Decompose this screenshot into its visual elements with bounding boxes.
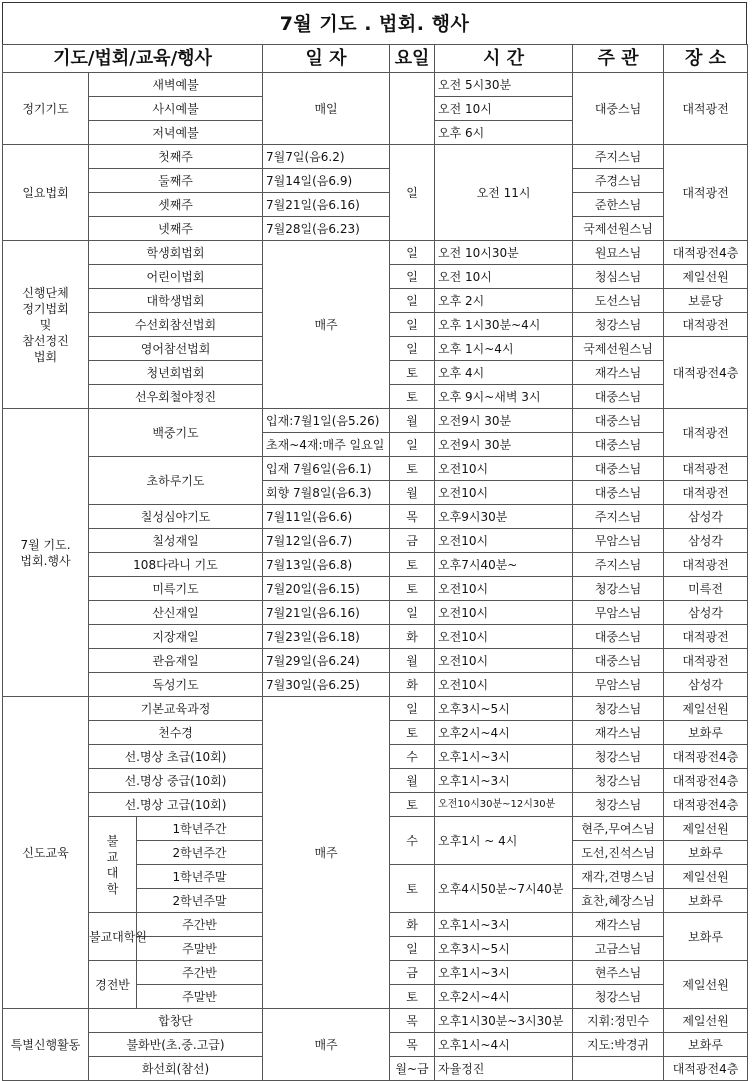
- table-row: [3, 1009, 748, 1033]
- time-cell: 오후 9시~새벽 3시: [435, 385, 573, 409]
- place-cell: 제일선원: [664, 265, 748, 289]
- category-cell: 특별신행활동: [3, 1009, 89, 1081]
- univ-label-char: 학: [106, 881, 119, 896]
- time-cell: 오전9시 30분: [435, 433, 573, 457]
- day-cell: 수: [390, 817, 435, 865]
- event-name: 선.명상 고급(10회): [89, 793, 263, 817]
- day-cell: 일: [390, 289, 435, 313]
- day-cell: 일: [390, 145, 435, 241]
- time-cell: 오후 1시~4시: [435, 337, 573, 361]
- day-cell: 목: [390, 505, 435, 529]
- sub-class: 주말반: [137, 937, 263, 961]
- day-cell: 일: [390, 601, 435, 625]
- place-cell: 보화루: [664, 721, 748, 745]
- category-cell: 정기기도: [3, 73, 89, 145]
- day-cell: 일: [390, 433, 435, 457]
- time-cell: 오전10시: [435, 673, 573, 697]
- day-cell: 일: [390, 937, 435, 961]
- event-name: 초하루기도: [89, 457, 263, 505]
- date-cell: 7월14일(음6.9): [263, 169, 390, 193]
- event-name: 선.명상 초급(10회): [89, 745, 263, 769]
- date-cell: 매일: [263, 73, 390, 145]
- table-row: [3, 553, 748, 577]
- host-cell: 재각스님: [573, 361, 664, 385]
- host-cell: 대중스님: [573, 481, 664, 505]
- place-cell: 대적광전: [664, 649, 748, 673]
- time-cell: 오전 11시: [435, 145, 573, 241]
- time-cell: 오전10시: [435, 577, 573, 601]
- date-cell: 7월7일(음6.2): [263, 145, 390, 169]
- host-cell: 대중스님: [573, 649, 664, 673]
- host-cell: 현주,무여스님: [573, 817, 664, 841]
- time-cell: 오후 1시30분~4시: [435, 313, 573, 337]
- place-cell: 삼성각: [664, 529, 748, 553]
- time-cell: 오전10시: [435, 601, 573, 625]
- time-cell: 오전 10시: [435, 97, 573, 121]
- date-cell: 7월11일(음6.6): [263, 505, 390, 529]
- host-cell: 주지스님: [573, 553, 664, 577]
- table-row: [3, 673, 748, 697]
- time-cell: 오후7시40분~: [435, 553, 573, 577]
- event-name: 산신재일: [89, 601, 263, 625]
- header-day: 요일: [390, 45, 435, 73]
- host-cell: 대중스님: [573, 625, 664, 649]
- place-cell: 제일선원: [664, 1009, 748, 1033]
- table-row: [3, 625, 748, 649]
- header-row: [3, 45, 748, 73]
- host-cell: 재각스님: [573, 913, 664, 937]
- time-cell: 오후1시~3시: [435, 769, 573, 793]
- category-line: 법회.행사: [20, 553, 71, 568]
- time-cell: 오후3시~5시: [435, 937, 573, 961]
- host-cell: 도선스님: [573, 289, 664, 313]
- place-cell: 대적광전4층: [664, 241, 748, 265]
- category-line: 참선정진: [22, 333, 69, 348]
- place-cell: 대적광전: [664, 625, 748, 649]
- day-cell: 목: [390, 1033, 435, 1057]
- time-cell: 오전 10시: [435, 265, 573, 289]
- date-cell: 7월29일(음6.24): [263, 649, 390, 673]
- host-cell: 청강스님: [573, 769, 664, 793]
- host-cell: 무암스님: [573, 673, 664, 697]
- day-cell: 토: [390, 865, 435, 913]
- time-cell: 오후3시~5시: [435, 697, 573, 721]
- place-cell: 대적광전4층: [664, 1057, 748, 1081]
- schedule-sheet: [2, 2, 747, 1081]
- time-cell: 오후1시~4시: [435, 1033, 573, 1057]
- date-cell: 매주: [263, 1009, 390, 1081]
- day-cell: 토: [390, 577, 435, 601]
- sub-class: 주간반: [137, 913, 263, 937]
- sutra-label: 경전반: [89, 961, 137, 1009]
- host-cell: 무암스님: [573, 529, 664, 553]
- event-name: 108다라니 기도: [89, 553, 263, 577]
- table-row: [3, 217, 748, 241]
- time-cell: 오후 2시: [435, 289, 573, 313]
- event-name: 새벽예불: [89, 73, 263, 97]
- host-cell: 현주스님: [573, 961, 664, 985]
- day-cell: 토: [390, 985, 435, 1009]
- time-cell: 오후 4시: [435, 361, 573, 385]
- place-cell: 삼성각: [664, 673, 748, 697]
- date-cell: 7월30일(음6.25): [263, 673, 390, 697]
- place-cell: 대적광전: [664, 73, 748, 145]
- place-cell: 제일선원: [664, 865, 748, 889]
- table-row: [3, 169, 748, 193]
- day-cell: 월: [390, 769, 435, 793]
- host-cell: 준한스님: [573, 193, 664, 217]
- day-cell: 화: [390, 913, 435, 937]
- place-cell: 보륜당: [664, 289, 748, 313]
- day-cell: 일: [390, 697, 435, 721]
- date-cell: 7월13일(음6.8): [263, 553, 390, 577]
- day-cell: 월~금: [390, 1057, 435, 1081]
- day-cell: 일: [390, 241, 435, 265]
- time-cell: 오전 5시30분: [435, 73, 573, 97]
- day-cell: 금: [390, 529, 435, 553]
- date-cell: 7월28일(음6.23): [263, 217, 390, 241]
- time-cell: 오전10시: [435, 481, 573, 505]
- header-time: 시 간: [435, 45, 573, 73]
- time-cell: 오후1시~3시: [435, 961, 573, 985]
- host-cell: 지도:박경귀: [573, 1033, 664, 1057]
- place-cell: 대적광전4층: [664, 745, 748, 769]
- event-name: 대학생법회: [89, 289, 263, 313]
- event-name: 영어참선법회: [89, 337, 263, 361]
- event-name: 선.명상 중급(10회): [89, 769, 263, 793]
- event-name: 넷째주: [89, 217, 263, 241]
- category-line: 신행단체: [22, 285, 69, 300]
- category-cell: 일요법회: [3, 145, 89, 241]
- table-row: [3, 529, 748, 553]
- time-cell: 오전10시: [435, 457, 573, 481]
- day-cell: 월: [390, 481, 435, 505]
- place-cell: 보화루: [664, 1033, 748, 1057]
- day-cell: 목: [390, 1009, 435, 1033]
- time-cell: 오전10시: [435, 649, 573, 673]
- host-cell: 대중스님: [573, 457, 664, 481]
- time-cell: 오후1시30분~3시30분: [435, 1009, 573, 1033]
- table-row: [3, 697, 748, 721]
- table-row: [3, 601, 748, 625]
- category-line: 7월 기도.: [20, 537, 71, 552]
- host-cell: 재각,견명스님: [573, 865, 664, 889]
- event-name: 사시예불: [89, 97, 263, 121]
- event-name: 칠성재일: [89, 529, 263, 553]
- host-cell: 지휘:정민수: [573, 1009, 664, 1033]
- time-cell: 오전10시: [435, 625, 573, 649]
- host-cell: [573, 1057, 664, 1081]
- day-cell: 월: [390, 649, 435, 673]
- time-cell: 오전10시30분~12시30분: [435, 793, 573, 817]
- event-name: 관음재일: [89, 649, 263, 673]
- place-cell: 삼성각: [664, 505, 748, 529]
- time-cell: 오전9시 30분: [435, 409, 573, 433]
- event-name: 독성기도: [89, 673, 263, 697]
- date-cell: 입재:7월1일(음5.26): [263, 409, 390, 433]
- sub-class: 1학년주말: [137, 865, 263, 889]
- host-cell: 대중스님: [573, 409, 664, 433]
- event-name: 미륵기도: [89, 577, 263, 601]
- time-cell: 오후9시30분: [435, 505, 573, 529]
- time-cell: 오후 6시: [435, 121, 573, 145]
- place-cell: 대적광전4층: [664, 793, 748, 817]
- day-cell: 토: [390, 793, 435, 817]
- category-cell: [3, 241, 89, 409]
- event-name: 기본교육과정: [89, 697, 263, 721]
- date-cell: 7월21일(음6.16): [263, 193, 390, 217]
- host-cell: 청강스님: [573, 985, 664, 1009]
- time-cell: 오후2시~4시: [435, 721, 573, 745]
- host-cell: 주지스님: [573, 145, 664, 169]
- univ-label-char: 교: [106, 849, 119, 864]
- time-cell: 자율정진: [435, 1057, 573, 1081]
- sub-class: 주간반: [137, 961, 263, 985]
- event-name: 어린이법회: [89, 265, 263, 289]
- time-cell: 오후1시~3시: [435, 745, 573, 769]
- day-cell: 금: [390, 961, 435, 985]
- table-row: [3, 193, 748, 217]
- day-cell: 일: [390, 265, 435, 289]
- place-cell: 대적광전: [664, 553, 748, 577]
- host-cell: 원묘스님: [573, 241, 664, 265]
- category-cell: [3, 409, 89, 697]
- host-cell: 국제선원스님: [573, 217, 664, 241]
- date-cell: 회향 7월8일(음6.3): [263, 481, 390, 505]
- place-cell: 보화루: [664, 841, 748, 865]
- place-cell: 대적광전: [664, 481, 748, 505]
- host-cell: 청강스님: [573, 745, 664, 769]
- day-cell: [390, 73, 435, 145]
- place-cell: 대적광전: [664, 409, 748, 457]
- table-row: [3, 241, 748, 265]
- table-row: [3, 505, 748, 529]
- table-row: [3, 577, 748, 601]
- event-name: 합창단: [89, 1009, 263, 1033]
- table-row: [3, 649, 748, 673]
- host-cell: 무암스님: [573, 601, 664, 625]
- host-cell: 청강스님: [573, 793, 664, 817]
- place-cell: 대적광전: [664, 145, 748, 241]
- day-cell: 일: [390, 337, 435, 361]
- date-cell: 매주: [263, 241, 390, 409]
- date-cell: 7월23일(음6.18): [263, 625, 390, 649]
- event-name: 학생회법회: [89, 241, 263, 265]
- place-cell: 보화루: [664, 889, 748, 913]
- event-name: 선우회철야정진: [89, 385, 263, 409]
- univ-label-char: 불: [106, 833, 119, 848]
- place-cell: 삼성각: [664, 601, 748, 625]
- date-cell: 7월20일(음6.15): [263, 577, 390, 601]
- event-name: 백중기도: [89, 409, 263, 457]
- header-host: 주 관: [573, 45, 664, 73]
- host-cell: 재각스님: [573, 721, 664, 745]
- table-row: [3, 73, 748, 97]
- host-cell: 청강스님: [573, 577, 664, 601]
- place-cell: 대적광전: [664, 457, 748, 481]
- date-cell: 초재~4재:매주 일요일: [263, 433, 390, 457]
- place-cell: 제일선원: [664, 817, 748, 841]
- univ-label-char: 대: [106, 865, 119, 880]
- host-cell: 효찬,혜장스님: [573, 889, 664, 913]
- event-name: 지장재일: [89, 625, 263, 649]
- category-line: 법회: [33, 349, 58, 364]
- day-cell: 토: [390, 385, 435, 409]
- place-cell: 보화루: [664, 913, 748, 961]
- date-cell: 입재 7월6일(음6.1): [263, 457, 390, 481]
- host-cell: 대중스님: [573, 385, 664, 409]
- event-name: 천수경: [89, 721, 263, 745]
- place-cell: 제일선원: [664, 697, 748, 721]
- table-row: [3, 145, 748, 169]
- event-name: 청년회법회: [89, 361, 263, 385]
- host-cell: 국제선원스님: [573, 337, 664, 361]
- place-cell: 대적광전4층: [664, 769, 748, 793]
- place-cell: 제일선원: [664, 961, 748, 1009]
- time-cell: 오후1시 ~ 4시: [435, 817, 573, 865]
- event-name: 셋째주: [89, 193, 263, 217]
- sub-class: 주말반: [137, 985, 263, 1009]
- host-cell: 대중스님: [573, 433, 664, 457]
- sub-class: 2학년주말: [137, 889, 263, 913]
- host-cell: 도선,진석스님: [573, 841, 664, 865]
- day-cell: 토: [390, 721, 435, 745]
- page-title: 7월 기도 . 법회. 행사: [2, 2, 747, 44]
- category-line: 정기법회: [22, 301, 69, 316]
- event-name: 둘째주: [89, 169, 263, 193]
- host-cell: 청심스님: [573, 265, 664, 289]
- place-cell: 대적광전4층: [664, 337, 748, 409]
- host-cell: 고금스님: [573, 937, 664, 961]
- header-place: 장 소: [664, 45, 748, 73]
- header-category: 기도/법회/교육/행사: [3, 45, 263, 73]
- event-name: 화선회(참선): [89, 1057, 263, 1081]
- sub-class: 2학년주간: [137, 841, 263, 865]
- place-cell: 대적광전: [664, 313, 748, 337]
- univ-label: [89, 817, 137, 913]
- event-name: 불화반(초.중.고급): [89, 1033, 263, 1057]
- time-cell: 오후4시50분~7시40분: [435, 865, 573, 913]
- day-cell: 수: [390, 745, 435, 769]
- day-cell: 토: [390, 361, 435, 385]
- event-name: 칠성심야기도: [89, 505, 263, 529]
- date-cell: 7월12일(음6.7): [263, 529, 390, 553]
- host-cell: 청강스님: [573, 697, 664, 721]
- time-cell: 오전10시: [435, 529, 573, 553]
- date-cell: 매주: [263, 697, 390, 1009]
- grad-label: 불교대학원: [89, 913, 137, 961]
- table-row: [3, 457, 748, 481]
- time-cell: 오전 10시30분: [435, 241, 573, 265]
- event-name: 첫째주: [89, 145, 263, 169]
- category-cell: 신도교육: [3, 697, 89, 1009]
- event-name: 수선회참선법회: [89, 313, 263, 337]
- time-cell: 오후2시~4시: [435, 985, 573, 1009]
- sub-class: 1학년주간: [137, 817, 263, 841]
- category-line: 및: [39, 317, 52, 332]
- schedule-table: [2, 44, 748, 1081]
- place-cell: 미륵전: [664, 577, 748, 601]
- table-row: [3, 409, 748, 433]
- host-cell: 주경스님: [573, 169, 664, 193]
- day-cell: 화: [390, 625, 435, 649]
- day-cell: 토: [390, 457, 435, 481]
- event-name: 저녁예불: [89, 121, 263, 145]
- day-cell: 일: [390, 313, 435, 337]
- host-cell: 청강스님: [573, 313, 664, 337]
- day-cell: 토: [390, 553, 435, 577]
- day-cell: 월: [390, 409, 435, 433]
- day-cell: 화: [390, 673, 435, 697]
- header-date: 일 자: [263, 45, 390, 73]
- host-cell: 주지스님: [573, 505, 664, 529]
- date-cell: 7월21일(음6.16): [263, 601, 390, 625]
- time-cell: 오후1시~3시: [435, 913, 573, 937]
- host-cell: 대중스님: [573, 73, 664, 145]
